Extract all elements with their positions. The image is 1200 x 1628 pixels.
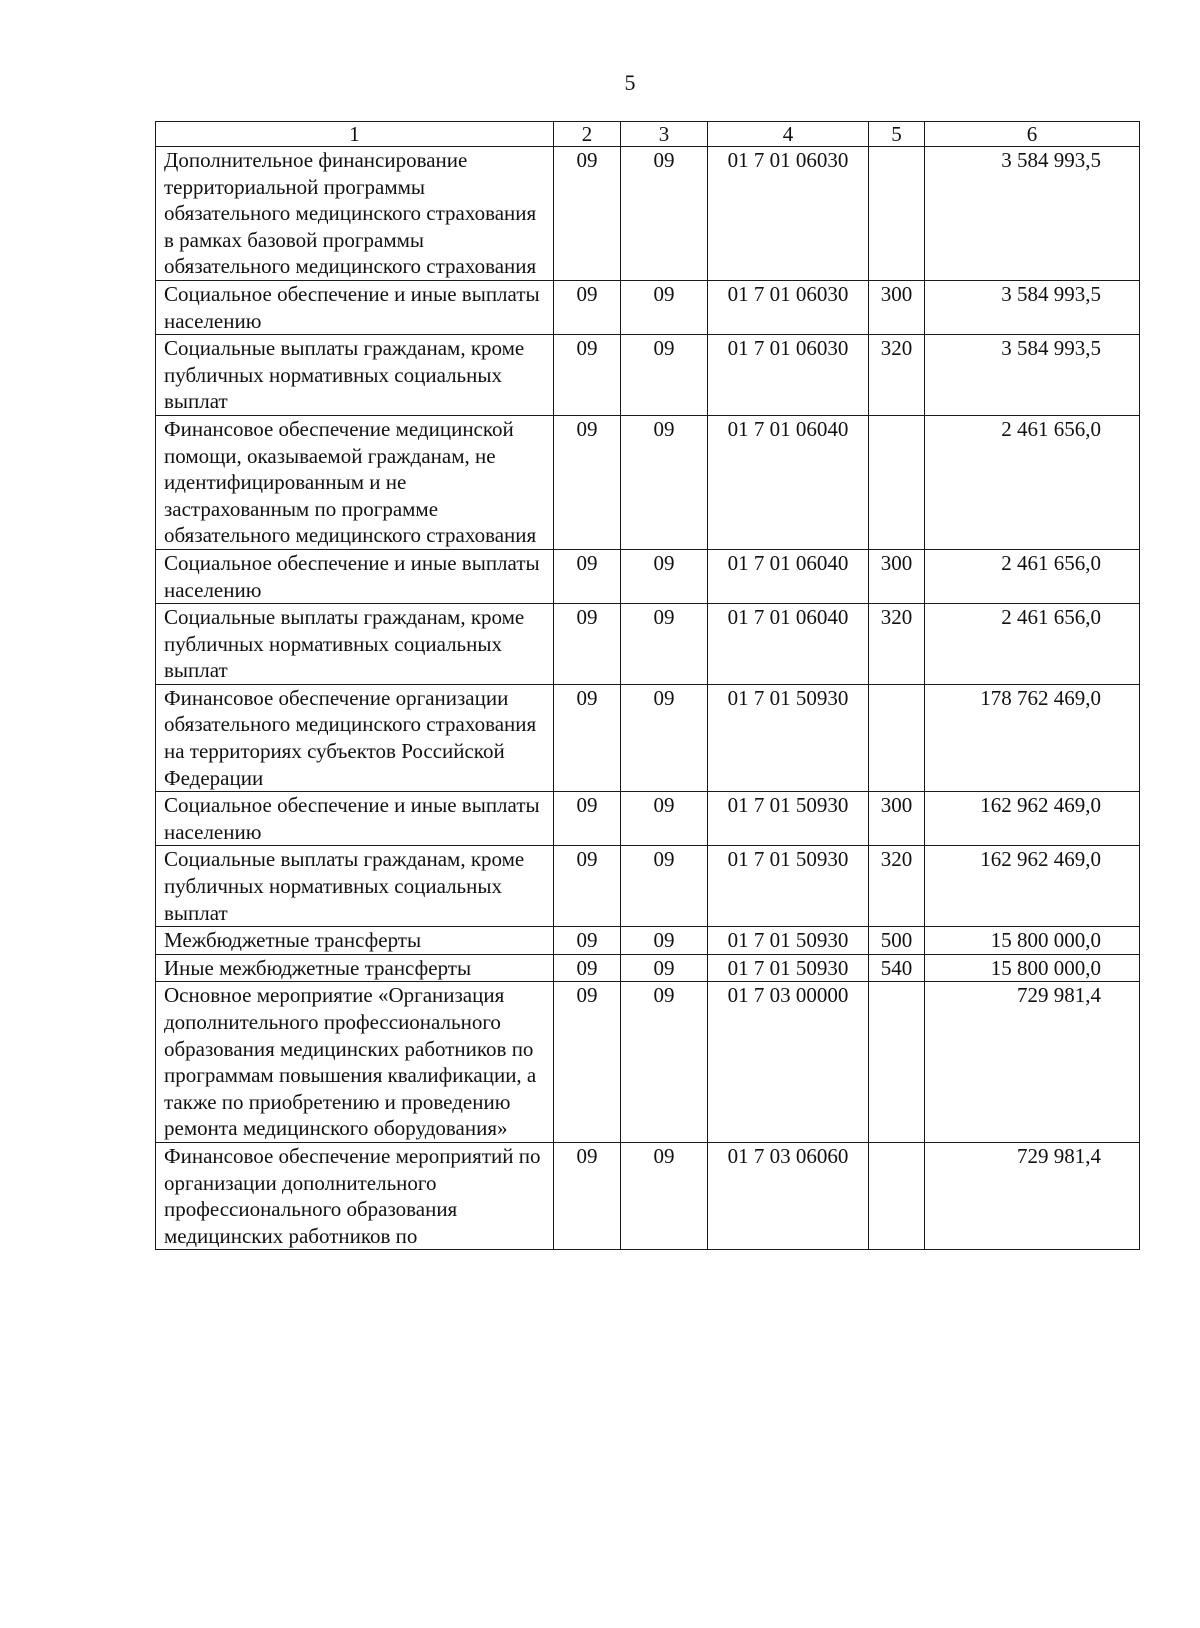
- row-expense-type: 300: [869, 280, 925, 334]
- row-section: 09: [554, 846, 621, 927]
- row-target-code: 01 7 01 50930: [708, 927, 869, 955]
- row-name: Социальное обеспечение и иные выплаты населению: [156, 792, 554, 846]
- row-expense-type: [869, 1142, 925, 1249]
- row-amount: 729 981,4: [925, 982, 1140, 1143]
- row-subsection: 09: [621, 604, 708, 685]
- row-section: 09: [554, 927, 621, 955]
- row-subsection: 09: [621, 335, 708, 416]
- row-section: 09: [554, 954, 621, 982]
- row-expense-type: 300: [869, 549, 925, 603]
- row-target-code: 01 7 01 06040: [708, 415, 869, 549]
- row-amount: 2 461 656,0: [925, 604, 1140, 685]
- table-row: [156, 415, 1140, 549]
- budget-table: [155, 121, 1140, 1250]
- row-amount: 729 981,4: [925, 1142, 1140, 1249]
- table-row: [156, 1142, 1140, 1249]
- header-col-3: 3: [621, 122, 708, 147]
- header-col-6: 6: [925, 122, 1140, 147]
- table-row: [156, 982, 1140, 1143]
- row-section: 09: [554, 1142, 621, 1249]
- table-row: [156, 604, 1140, 685]
- row-expense-type: 300: [869, 792, 925, 846]
- row-amount: 162 962 469,0: [925, 846, 1140, 927]
- row-target-code: 01 7 01 06030: [708, 280, 869, 334]
- row-section: 09: [554, 982, 621, 1143]
- row-section: 09: [554, 549, 621, 603]
- table-row: [156, 846, 1140, 927]
- row-amount: 162 962 469,0: [925, 792, 1140, 846]
- row-subsection: 09: [621, 954, 708, 982]
- row-name: Иные межбюджетные трансферты: [156, 954, 554, 982]
- row-section: 09: [554, 335, 621, 416]
- row-subsection: 09: [621, 792, 708, 846]
- row-name: Социальные выплаты гражданам, кроме публичных нормативных социальных выплат: [156, 335, 554, 416]
- row-name: Финансовое обеспечение медицинской помощи, оказываемой гражданам, не идентифицированным и не застрахованным по программе обязательного медицинского страхования: [156, 415, 554, 549]
- row-section: 09: [554, 280, 621, 334]
- row-amount: 15 800 000,0: [925, 927, 1140, 955]
- table-row: [156, 954, 1140, 982]
- table-header-row: [156, 122, 1140, 147]
- row-name: Дополнительное финансирование территориальной программы обязательного медицинского страхования в рамках базовой программы обязательного медицинского страхования: [156, 147, 554, 281]
- row-target-code: 01 7 01 06040: [708, 549, 869, 603]
- row-section: 09: [554, 792, 621, 846]
- row-target-code: 01 7 01 50930: [708, 954, 869, 982]
- row-name: Финансовое обеспечение мероприятий по организации дополнительного профессионального образования медицинских работников по: [156, 1142, 554, 1249]
- row-expense-type: 320: [869, 604, 925, 685]
- row-section: 09: [554, 604, 621, 685]
- row-target-code: 01 7 01 06040: [708, 604, 869, 685]
- row-subsection: 09: [621, 1142, 708, 1249]
- row-subsection: 09: [621, 147, 708, 281]
- row-amount: 3 584 993,5: [925, 335, 1140, 416]
- row-amount: 3 584 993,5: [925, 147, 1140, 281]
- row-section: 09: [554, 684, 621, 791]
- row-target-code: 01 7 01 06030: [708, 335, 869, 416]
- page-number: 5: [624, 70, 636, 95]
- row-section: 09: [554, 415, 621, 549]
- row-amount: 15 800 000,0: [925, 954, 1140, 982]
- row-subsection: 09: [621, 927, 708, 955]
- table-row: [156, 549, 1140, 603]
- table-row: [156, 280, 1140, 334]
- table-row: [156, 335, 1140, 416]
- row-amount: 2 461 656,0: [925, 415, 1140, 549]
- row-subsection: 09: [621, 549, 708, 603]
- row-name: Социальное обеспечение и иные выплаты населению: [156, 280, 554, 334]
- row-target-code: 01 7 01 06030: [708, 147, 869, 281]
- row-subsection: 09: [621, 684, 708, 791]
- row-name: Социальное обеспечение и иные выплаты населению: [156, 549, 554, 603]
- row-amount: 3 584 993,5: [925, 280, 1140, 334]
- row-expense-type: 500: [869, 927, 925, 955]
- row-name: Финансовое обеспечение организации обязательного медицинского страхования на территориях субъектов Российской Федерации: [156, 684, 554, 791]
- row-subsection: 09: [621, 415, 708, 549]
- row-expense-type: [869, 684, 925, 791]
- row-subsection: 09: [621, 280, 708, 334]
- row-name: Основное мероприятие «Организация дополнительного профессионального образования медицинских работников по программам повышения квалификации, а также по приобретению и проведению ремонта медицинского оборудования»: [156, 982, 554, 1143]
- row-target-code: 01 7 03 06060: [708, 1142, 869, 1249]
- row-name: Социальные выплаты гражданам, кроме публичных нормативных социальных выплат: [156, 846, 554, 927]
- row-name: Межбюджетные трансферты: [156, 927, 554, 955]
- row-subsection: 09: [621, 846, 708, 927]
- row-expense-type: [869, 415, 925, 549]
- header-col-4: 4: [708, 122, 869, 147]
- header-col-2: 2: [554, 122, 621, 147]
- row-target-code: 01 7 01 50930: [708, 846, 869, 927]
- table-row: [156, 792, 1140, 846]
- row-expense-type: 540: [869, 954, 925, 982]
- row-name: Социальные выплаты гражданам, кроме публичных нормативных социальных выплат: [156, 604, 554, 685]
- row-expense-type: [869, 982, 925, 1143]
- row-subsection: 09: [621, 982, 708, 1143]
- row-section: 09: [554, 147, 621, 281]
- row-target-code: 01 7 03 00000: [708, 982, 869, 1143]
- row-target-code: 01 7 01 50930: [708, 684, 869, 791]
- row-amount: 178 762 469,0: [925, 684, 1140, 791]
- row-target-code: 01 7 01 50930: [708, 792, 869, 846]
- row-expense-type: 320: [869, 335, 925, 416]
- table-row: [156, 147, 1140, 281]
- table-row: [156, 927, 1140, 955]
- header-col-5: 5: [869, 122, 925, 147]
- row-expense-type: 320: [869, 846, 925, 927]
- header-col-1: 1: [156, 122, 554, 147]
- row-expense-type: [869, 147, 925, 281]
- row-amount: 2 461 656,0: [925, 549, 1140, 603]
- table-row: [156, 684, 1140, 791]
